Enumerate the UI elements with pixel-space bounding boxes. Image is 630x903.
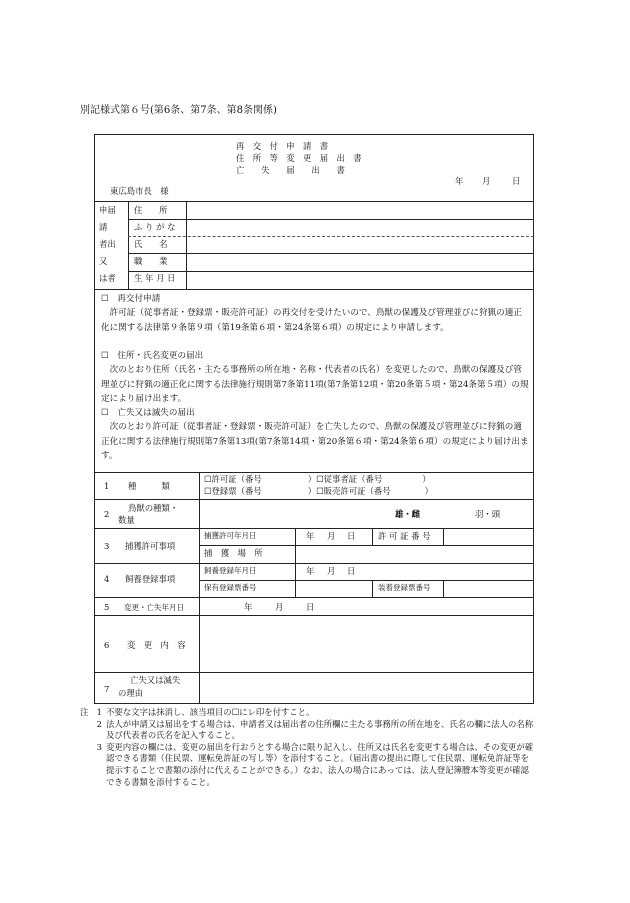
held-registration-label: 保有登録票番号 [204,583,257,592]
keeping-date-year: 年 [306,566,315,576]
checkbox[interactable]: ☐ [101,294,109,304]
keeping-date-day: 日 [347,566,356,576]
item1-options-line2: ☐登録票（番号 ）☐販売許可証（番号 ） [204,486,434,496]
item3-no: 3 [104,541,110,551]
permit-number-label: 許 可 証 番 号 [378,531,431,541]
item5-no: 5 [104,602,110,612]
capture-date-label: 捕獲許可年月日 [204,531,257,540]
date-year: 年 [455,176,464,186]
title-address-change: 住 所 等 変 更 届 出 書 [236,153,362,163]
capture-date-year: 年 [306,531,315,541]
name-label: 氏 名 [134,239,168,249]
addressee: 東広島市長 様 [110,186,169,196]
form-label: 別記様式第６号(第6条、第7条、第8条関係) [80,105,277,116]
section-loss: ☐ 亡失又は滅失の届出 次のとおり許可証（従事者証・登録票・販売許可証）を亡失したので、鳥獣の保護及び管理並びに狩猟の適正化に関する法律施行規則第7条第13項(第7条第14項・第20条第６項・第24条第６項）の規定により届け出ます。 [101,408,529,461]
note-1: 注 1 不要な文字は抹消し、該当項目の☐にレ印を付すこと。 [80,707,315,717]
keeping-date-label: 飼養登録年月日 [204,566,257,575]
occupation-label: 職 業 [134,256,168,266]
change-date-month: 月 [275,602,284,612]
sex-value: 雄・雌 [395,509,421,519]
birthdate-label: 生 年 月 日 [134,273,176,283]
title-loss: 亡 失 届 出 書 [236,165,345,175]
note-3: 3 変更内容の欄には、変更の届出を行おうとする場合に限り記入し、住所又は氏名を変更する場合は、その変更が確認できる書類（住民票、運転免許証の写し等）を添付すること。（届出書の提出に際して住民票、運転免許証等を提示することで書類の添付に代えることができる。）なお、法人の場合にあっては、法人登記簿謄本等変更が確認できる書類を添付すること。 [96,741,534,787]
item7-label-1: 亡失又は滅失 [130,675,181,685]
capture-date-day: 日 [347,531,356,541]
keeping-date-month: 月 [327,566,336,576]
item2-label-2: 数量 [118,515,135,525]
capture-date-month: 月 [327,531,336,541]
item2-label-1: 鳥獣の種類・ [128,503,179,513]
section-reissue: ☐ 再交付申請 許可証（従事者証・登録票・販売許可証）の再交付を受けたいので、鳥獣の保護及び管理並びに狩猟の適正化に関する法律第９条第９項（第19条第６項・第24条第６項）の規定により申請します。 [101,294,522,333]
item6-label: 変 更 内 容 [127,640,186,650]
item1-options-line1: ☐許可証（番号 ）☐従事者証（番号 ） [204,474,431,484]
note-2: 2 法人が申請又は届出をする場合は、申請者又は届出者の住所欄に主たる事務所の所在地を、氏名の欄に法人の名称及び代表者の氏名を記入すること。 [96,718,534,741]
item7-no: 7 [104,684,110,694]
furigana-label: ふ り が な [134,222,176,232]
item7-label-2: の理由 [118,688,144,698]
checkbox[interactable]: ☐ [101,408,109,418]
address-label: 住 所 [134,205,168,215]
item1-label: 種 類 [128,481,170,491]
checkbox[interactable]: ☐ [101,351,109,361]
item2-no: 2 [104,509,110,519]
title-reissue: 再 交 付 申 請 書 [236,141,329,151]
item6-no: 6 [104,640,110,650]
item4-no: 4 [104,574,110,584]
change-date-year: 年 [244,602,253,612]
item5-label: 変更・亡失年月日 [124,603,184,612]
date-month: 月 [482,176,491,186]
change-date-day: 日 [306,602,315,612]
capture-place-label: 捕 獲 場 所 [204,548,263,558]
notes [80,707,535,788]
item3-label: 捕獲許可事項 [125,541,176,551]
section-address-change: ☐ 住所・氏名変更の届出 次のとおり住所（氏名・主たる事務所の所在地・名称・代表者の氏名）を変更したので、鳥獣の保護及び管理並びに狩猟の適正化に関する法律施行規則第7条第11項(第7条第12項・第20条第５項・第24条第５項）の規定により届け出ます。 [101,351,529,404]
item1-no: 1 [104,481,110,491]
attached-registration-label: 装着登録票番号 [378,583,431,592]
count-unit: 羽・頭 [475,509,501,519]
item4-label: 飼養登録事項 [125,574,176,584]
date-day: 日 [512,176,521,186]
